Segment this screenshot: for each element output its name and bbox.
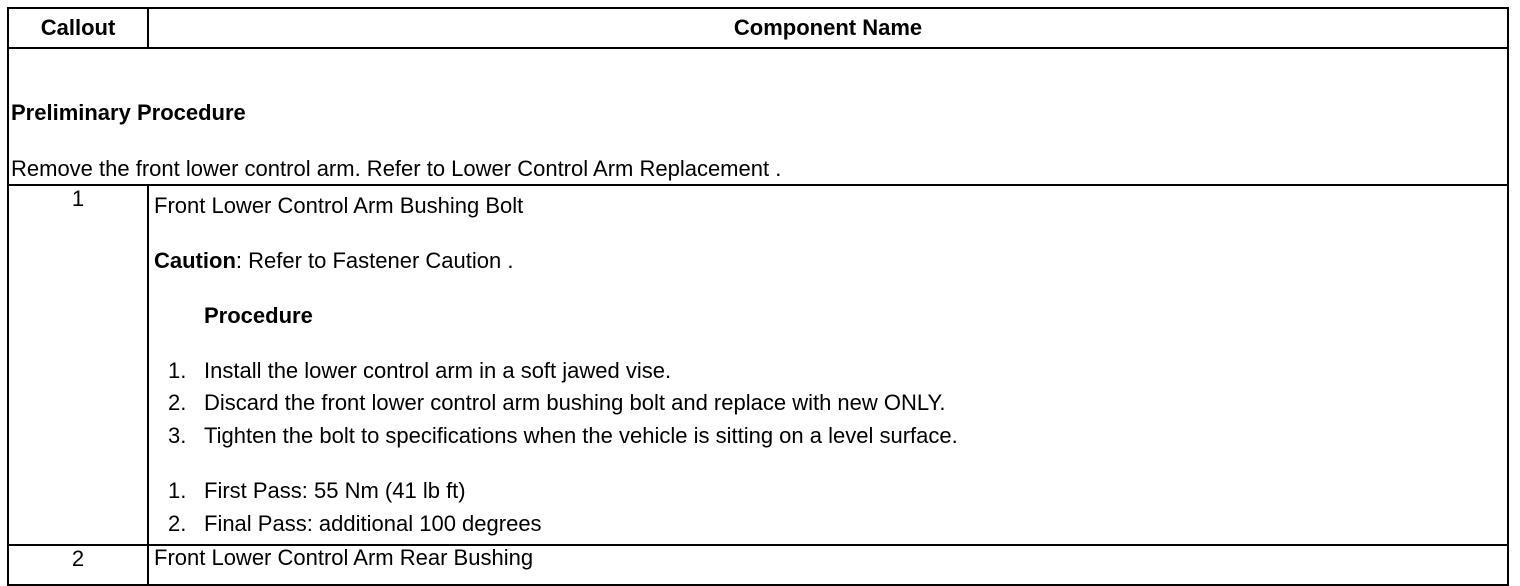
procedure-table <box>7 7 1509 586</box>
table-row <box>8 185 1508 545</box>
caution-text: : Refer to Fastener Caution . <box>235 248 514 273</box>
preliminary-text: Remove the front lower control arm. Refer to Lower Control Arm Replacement . <box>11 156 782 181</box>
list-item <box>168 479 466 503</box>
component-name: Front Lower Control Arm Rear Bushing <box>154 545 534 570</box>
step-text: Tighten the bolt to specifications when the vehicle is sitting on a level surface. <box>204 423 958 448</box>
step-number: 3. <box>168 423 187 448</box>
substep-number: 1. <box>168 478 187 503</box>
preliminary-cell <box>8 48 1508 185</box>
list-item <box>168 359 671 383</box>
procedure-page <box>7 7 1507 586</box>
substep-number: 2. <box>168 511 187 536</box>
preliminary-title: Preliminary Procedure <box>11 100 246 125</box>
list-item <box>168 512 542 536</box>
substep-text: First Pass: 55 Nm (41 lb ft) <box>204 478 466 503</box>
callout-number: 2 <box>8 545 148 585</box>
component-description-cell <box>148 185 1508 545</box>
procedure-title: Procedure <box>204 303 313 328</box>
list-item <box>168 424 958 448</box>
caution-label: Caution <box>154 248 236 273</box>
step-number: 1. <box>168 358 187 383</box>
list-item <box>168 391 945 415</box>
step-number: 2. <box>168 390 187 415</box>
callout-number: 1 <box>8 185 148 545</box>
callout-column-header: Callout <box>8 8 148 48</box>
component-name: Front Lower Control Arm Bushing Bolt <box>154 193 524 218</box>
step-text: Discard the front lower control arm bushing bolt and replace with new ONLY. <box>204 390 946 415</box>
table-row <box>8 545 1508 585</box>
step-text: Install the lower control arm in a soft jawed vise. <box>204 358 672 383</box>
substep-text: Final Pass: additional 100 degrees <box>204 511 542 536</box>
table-header-row <box>8 8 1508 48</box>
component-description-cell <box>148 545 1508 585</box>
caution-line <box>154 249 513 273</box>
preliminary-row <box>8 48 1508 185</box>
component-name-column-header: Component Name <box>148 8 1508 48</box>
